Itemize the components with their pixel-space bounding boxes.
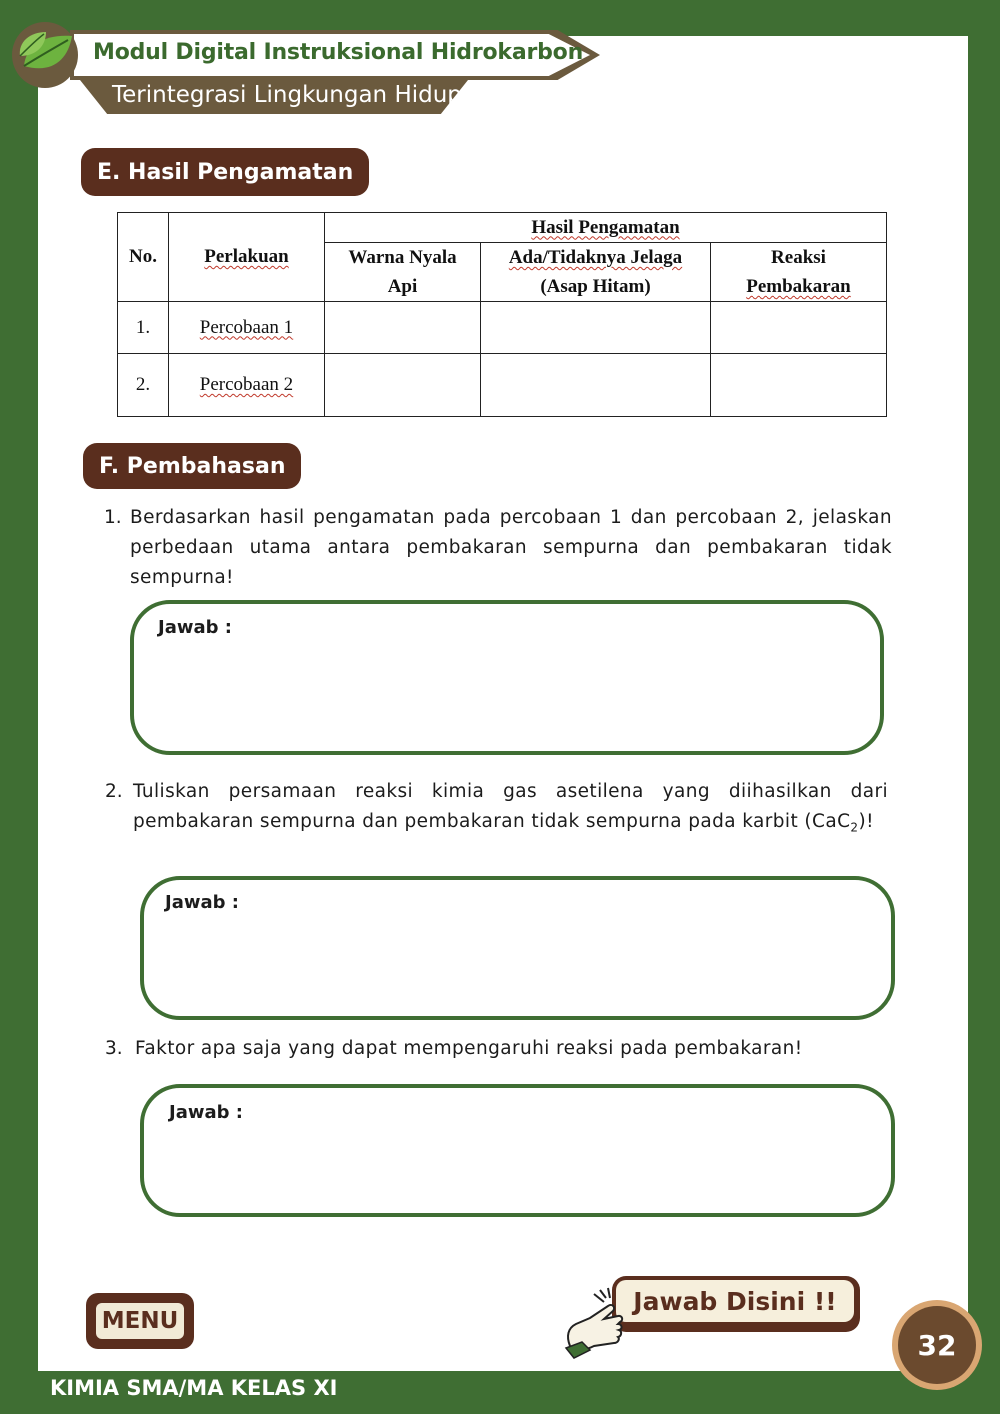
cell-warna-input[interactable] [325, 354, 481, 417]
col-reaksi-header: Reaksi Pembakaran [711, 243, 887, 302]
page-number: 32 [898, 1306, 976, 1384]
section-f-label: F. Pembahasan [83, 443, 301, 489]
answer-box-3[interactable] [140, 1084, 895, 1217]
pointing-hand-icon [560, 1284, 650, 1364]
answer-box-2[interactable] [140, 876, 895, 1020]
col-jelaga-header: Ada/Tidaknya Jelaga (Asap Hitam) [481, 243, 711, 302]
table-row [118, 354, 887, 417]
row-perlakuan: Percobaan 1 [169, 302, 325, 354]
col-warna-header: Warna Nyala Api [325, 243, 481, 302]
question-number: 1. [104, 507, 122, 528]
module-title: Modul Digital Instruksional Hidrokarbon [93, 40, 584, 65]
table-row [118, 302, 887, 354]
row-perlakuan: Percobaan 2 [169, 354, 325, 417]
answer-label: Jawab : [165, 892, 239, 913]
module-subtitle: Terintegrasi Lingkungan Hidup [112, 82, 462, 108]
answer-box-1[interactable] [130, 600, 884, 755]
cell-reaksi-input[interactable] [711, 302, 887, 354]
cell-jelaga-input[interactable] [481, 354, 711, 417]
section-e-label: E. Hasil Pengamatan [81, 148, 369, 196]
leaf-icon [16, 26, 78, 82]
question-text: Faktor apa saja yang dapat mempengaruhi reaksi pada pembakaran! [135, 1038, 803, 1059]
menu-button-label[interactable]: MENU [96, 1303, 184, 1339]
question-text: Tuliskan persamaan reaksi kimia gas asetilena yang diihasilkan dari pembakaran sempurna dan pembakaran tidak sempurna pada karbit (CaC$_2$)! [133, 781, 888, 835]
question-text: Berdasarkan hasil pengamatan pada percobaan 1 dan percobaan 2, jelaskan perbedaan utama antara pembakaran sempurna dan pembakaran tidak sempurna! [130, 507, 892, 588]
answer-label: Jawab : [169, 1102, 243, 1123]
observation-table [117, 212, 887, 417]
row-number: 1. [118, 302, 169, 354]
answer-here-button-label[interactable]: Jawab Disini !! [616, 1280, 854, 1322]
col-perlakuan-header: Perlakuan [169, 213, 325, 302]
question-number: 3. [105, 1038, 123, 1059]
answer-label: Jawab : [158, 617, 232, 638]
row-number: 2. [118, 354, 169, 417]
cell-reaksi-input[interactable] [711, 354, 887, 417]
col-no-header: No. [118, 213, 169, 302]
question-number: 2. [105, 781, 123, 802]
cell-warna-input[interactable] [325, 302, 481, 354]
col-group-header: Hasil Pengamatan [325, 213, 887, 243]
footer-label: KIMIA SMA/MA KELAS XI [50, 1376, 338, 1400]
cell-jelaga-input[interactable] [481, 302, 711, 354]
